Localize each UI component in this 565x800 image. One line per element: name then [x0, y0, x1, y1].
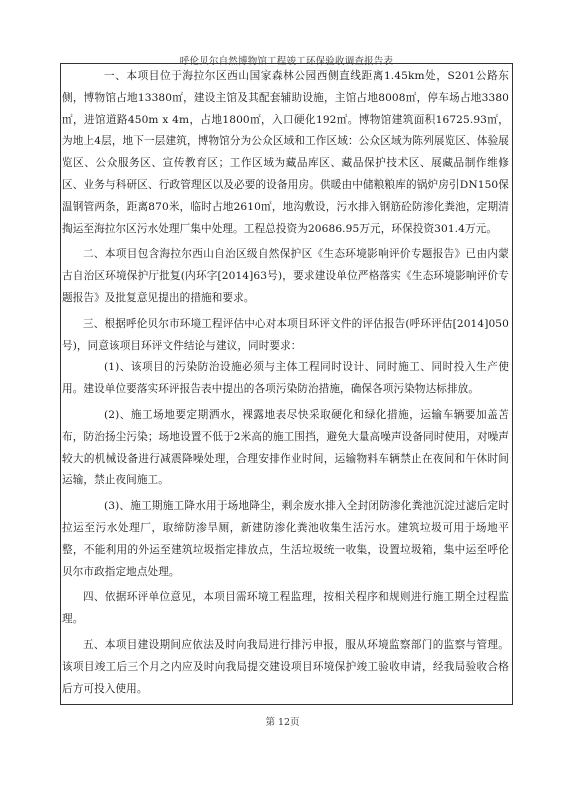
paragraph-supervision: 四、依据环评单位意见，本项目需环境工程监理，按相关程序和规则进行施工期全过程监理。: [62, 591, 509, 626]
paragraph-requirement-3: (3)、施工期施工降水用于场地降尘，剩余废水排入全封闭防渗化粪池沉淀过滤后定时拉运至污水处理厂，取缔防渗旱厕，新建防渗化粪池收集生活污水。建筑垃圾可用于场地平整，不能利用的外运至建筑垃圾指定排放点，生活垃圾统一收集，设置垃圾箱，集中运至呼伦贝尔市政指定地点处理。: [62, 500, 509, 578]
paragraph-requirement-1: (1)、该项目的污染防治设施必须与主体工程同时设计、同时施工、同时投入生产使用。建设单位要落实环评报告表中提出的各项污染防治措施，确保各项污染物达标排放。: [62, 361, 509, 396]
paragraph-requirement-2: (2)、施工场地要定期洒水，裸露地表尽快采取硬化和绿化措施，运输车辆要加盖苫布，防治扬尘污染；场地设置不低于2米高的施工围挡，避免大量高噪声设备同时使用，对噪声较大的机械设备进行减震降噪处理，合理安排作业时间，运输物料车辆禁止在夜间和午休时间运输，禁止夜间施工。: [62, 408, 509, 487]
paragraph-acceptance: 五、本项目建设期间应依法及时向我局进行排污申报，服从环境监察部门的监察与管理。该项目竣工后三个月之内应及时向我局提交建设项目环境保护竣工验收申请，经我局验收合格后方可投入使用。: [62, 638, 509, 695]
page-header: 呼伦贝尔自然博物馆工程竣工环保验收调查报告表: [179, 56, 394, 67]
paragraph-location: 一、本项目位于海拉尔区西山国家森林公园西侧直线距离1.45km处，S201公路东侧，博物馆占地13380㎡，建设主馆及其配套辅助设施，主馆占地8008㎡，停车场占地3380㎡，进馆道路450m x 4m，占地1800㎡，入口硬化192㎡。博物馆建筑面积16725.93㎡，为地上4层，地下一层建筑，博物馆分为公众区域和工作区域：公众区域为陈列展览区、体验展览区、公众服务区、宣传教育区；工作区域为藏品库区、藏品保护技术区、展藏品制作维修区、业务与科研区、行政管理区以及必要的设备用房。供暖由中储粮粮库的锅炉房引DN150保温钢管两条，距离870米，临时占地2610㎡，地沟敷设，污水排入钢筋砼防渗化粪池，定期清掏运至海拉尔区污水处理厂集中处理。工程总投资为20686.95万元，环保投资301.4万元。: [62, 70, 509, 235]
page-number: 第 12页: [265, 717, 300, 728]
paragraph-nature-reserve: 二、本项目包含海拉尔西山自治区级自然保护区《生态环境影响评价专题报告》已由内蒙古自治区环境保护厅批复(内环字[2014]63号)，要求建设单位严格落实《生态环境影响评价专题报告》及批复意见提出的措施和要求。: [62, 248, 509, 304]
paragraph-assessment: 三、根据呼伦贝尔市环境工程评估中心对本项目环评文件的评估报告(呼环评估[2014]050号)，同意该项目环评文件结论与建议，同时要求：: [62, 317, 509, 352]
document-body: [62, 66, 509, 700]
